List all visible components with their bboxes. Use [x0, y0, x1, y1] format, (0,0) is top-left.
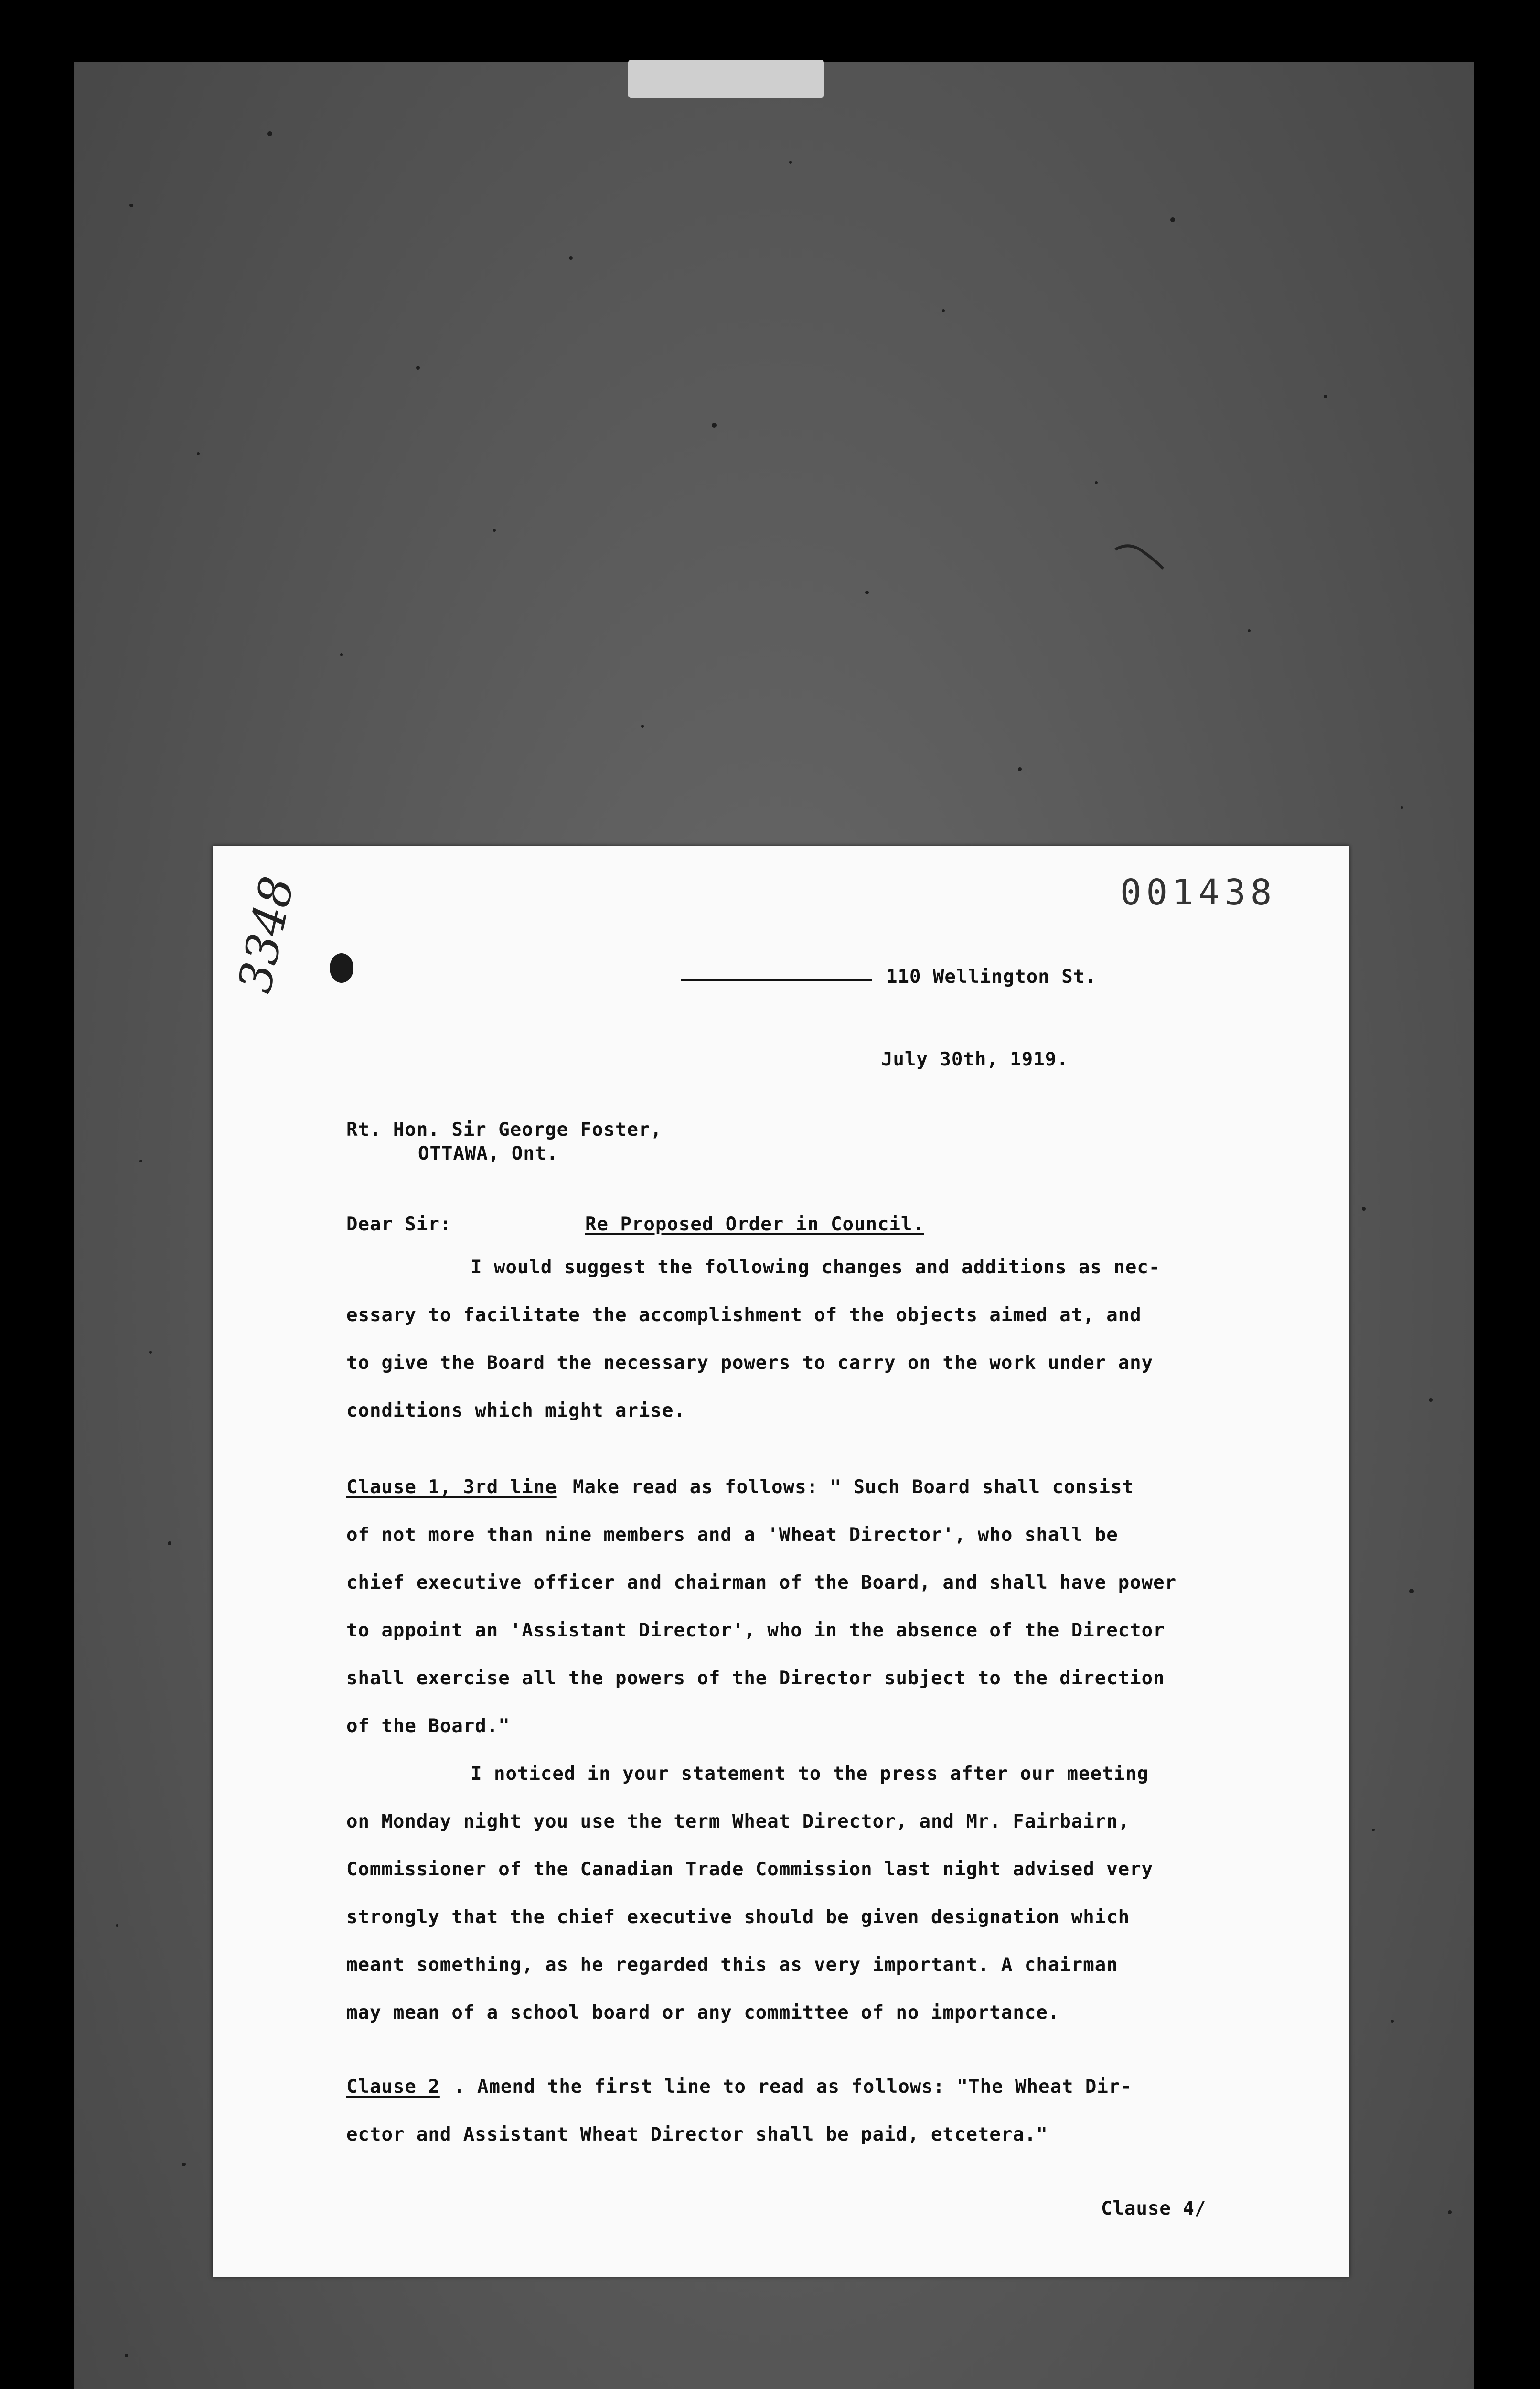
- clause1-line: shall exercise all the powers of the Director subject to the direction: [346, 1668, 1165, 1689]
- notice-line: meant something, as he regarded this as very important. A chairman: [346, 1954, 1118, 1976]
- clause1-line: to appoint an 'Assistant Director', who in the absence of the Director: [346, 1620, 1165, 1641]
- address-rule: [681, 979, 872, 981]
- continuation-marker: Clause 4/: [1101, 2198, 1207, 2219]
- paragraph-line: to give the Board the necessary powers to carry on the work under any: [346, 1352, 1154, 1374]
- notice-line: may mean of a school board or any committee of no importance.: [346, 2002, 1060, 2023]
- recipient-city: OTTAWA, Ont.: [418, 1143, 558, 1164]
- subject-line: Re Proposed Order in Council.: [585, 1214, 924, 1235]
- handwritten-number: 3348: [227, 872, 305, 998]
- notice-line: I noticed in your statement to the press after our meeting: [471, 1763, 1149, 1785]
- punch-hole: [330, 953, 353, 983]
- clause1-label: Clause 1, 3rd line: [346, 1476, 557, 1498]
- paragraph-line: I would suggest the following changes and additions as nec-: [471, 1257, 1161, 1278]
- clause1-line: chief executive officer and chairman of the Board, and shall have power: [346, 1572, 1177, 1593]
- clause2-label: Clause 2: [346, 2076, 440, 2098]
- paragraph-line: essary to facilitate the accomplishment of the objects aimed at, and: [346, 1304, 1142, 1326]
- clause1-line: of the Board.": [346, 1715, 510, 1737]
- notice-line: on Monday night you use the term Wheat Director, and Mr. Fairbairn,: [346, 1811, 1130, 1832]
- clause2-line: . Amend the first line to read as follows: "The Wheat Dir-: [454, 2076, 1132, 2098]
- notice-line: strongly that the chief executive should be given designation which: [346, 1906, 1130, 1928]
- salutation: Dear Sir:: [346, 1214, 452, 1235]
- clause1-line: . Make read as follows: " Such Board shall consist: [549, 1476, 1134, 1498]
- notice-line: Commissioner of the Canadian Trade Commission last night advised very: [346, 1859, 1154, 1880]
- letter-page: [213, 846, 1349, 2277]
- recipient-name: Rt. Hon. Sir George Foster,: [346, 1119, 662, 1141]
- clause2-line: ector and Assistant Wheat Director shall be paid, etcetera.": [346, 2124, 1048, 2145]
- letter-date: July 30th, 1919.: [881, 1049, 1069, 1070]
- clause1-line: of not more than nine members and a 'Wheat Director', who shall be: [346, 1524, 1118, 1546]
- document-number: 001438: [1120, 872, 1277, 913]
- film-clip-tab: [628, 60, 824, 98]
- paragraph-line: conditions which might arise.: [346, 1400, 685, 1421]
- sender-address: 110 Wellington St.: [886, 966, 1097, 988]
